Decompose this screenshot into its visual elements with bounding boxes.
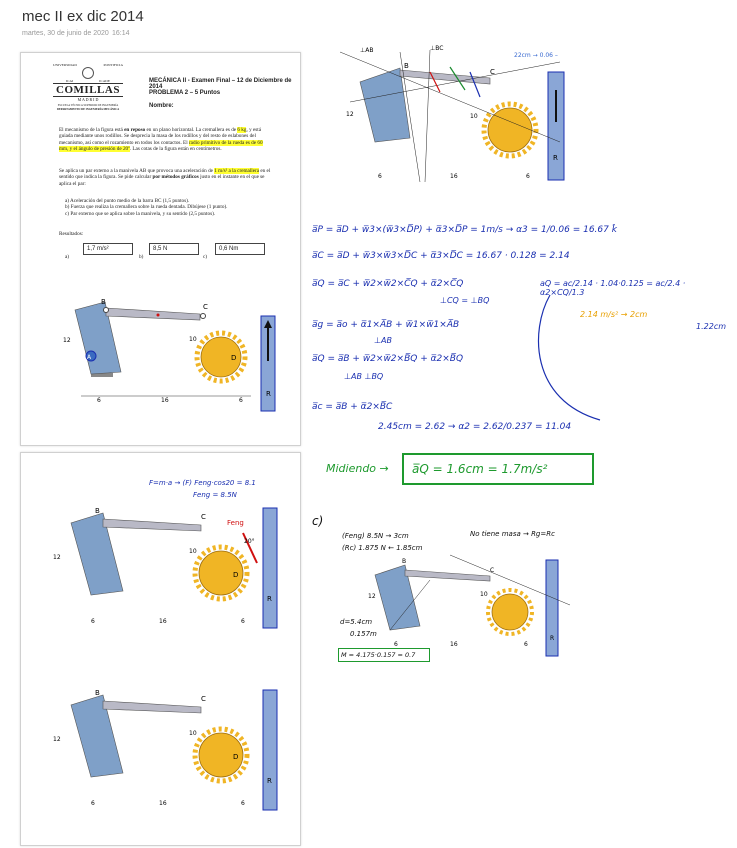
- seal-icon: [82, 67, 94, 79]
- torque-result-box: [338, 648, 430, 662]
- label-r: R: [550, 635, 555, 642]
- note-title: mec II ex dic 2014: [22, 8, 144, 25]
- lever-distance-m: 0.157m: [350, 630, 377, 638]
- arc-arrow: [530, 290, 610, 430]
- result-a-value: 1,7 m/s²: [87, 246, 109, 252]
- no-mass-note: No tiene masa → Rg=Rc: [470, 530, 555, 538]
- bar-bc: [106, 308, 200, 320]
- mechanism-figure-force: [51, 503, 281, 633]
- dim-10: 10: [470, 113, 478, 120]
- statement-paragraph-2: [59, 168, 271, 187]
- equation-alpha2: 2.45cm = 2.62 → α2 = 2.62/0.237 = 11.04: [378, 422, 572, 432]
- para1-highlight-radius: radio primitivo de la rueda es de 60 mm, y el ángulo de presión de 20º: [59, 139, 263, 153]
- dim-16: 16: [450, 173, 458, 180]
- equation-ac: a̅C = a̅D + w̅3×w̅3×D̅C + α̅3×D̅C = 16.67 · 0.128 = 2.14: [312, 251, 570, 261]
- label-c: C: [490, 68, 495, 76]
- dim-12: 12: [63, 337, 71, 344]
- crank-ab: [360, 68, 410, 142]
- equation-ag: a̅g = a̅o + α̅1×A̅B + w̅1×w̅1×A̅B: [312, 320, 460, 330]
- dim-6b: 6: [524, 641, 528, 648]
- para1-text-e: , y está guiada mediante unos rodillos. Se desprecia la masa de los rodillos y del resto de eslabones del mecanismo, así como el rozamiento en todos los contactos. El: [59, 127, 262, 146]
- answer-box: [402, 453, 594, 485]
- label-c: C: [201, 695, 206, 703]
- rack: [548, 72, 564, 180]
- equation-aq-perp: ⊥CQ = ⊥BQ: [440, 296, 490, 305]
- university-logo: [53, 63, 123, 111]
- para1-text-a: El mecanismo de la figura está: [59, 127, 125, 133]
- logo-name: COMILLAS: [53, 83, 123, 97]
- gear-wheel: [492, 594, 528, 630]
- dim-6b: 6: [241, 618, 245, 625]
- para2-text-d: por métodos gráficos: [152, 174, 199, 181]
- label-b: B: [95, 689, 100, 697]
- equation-scale: 2.14 m/s² → 2cm: [580, 310, 648, 319]
- logo-icai: ICAI: [66, 79, 74, 83]
- dim-10: 10: [480, 591, 488, 598]
- arc-path: [538, 295, 600, 420]
- question-item: a) Aceleración del punto medio de la barra BC (1,5 puntos).: [65, 198, 190, 204]
- question-list: [65, 198, 275, 217]
- para1-text-b: en reposo: [124, 127, 146, 133]
- equation-ac2: a̅c = a̅B + α̅2×B̅C: [312, 402, 393, 412]
- perp-bc-label: ⊥BC: [430, 45, 444, 52]
- dim-6a: 6: [91, 800, 95, 807]
- dim-6a: 6: [97, 397, 101, 404]
- label-r: R: [267, 595, 272, 603]
- feng-label: Feng: [227, 519, 244, 527]
- torque-result: M = 4.175·0.157 = 0.7: [341, 651, 416, 659]
- para2-text-e: justo en el instante en el que se aplica el par:: [59, 174, 265, 187]
- dim-12: 12: [346, 111, 354, 118]
- para2-highlight-accel: 1 m/s² a la cremallera: [214, 168, 260, 174]
- torque-diagram: [350, 550, 580, 660]
- result-letter-a: a): [65, 254, 70, 260]
- para2-text-c: en el sentido que indica la figura. Se pide calcular: [59, 168, 271, 181]
- dim-16: 16: [450, 641, 458, 648]
- equation-aq: a̅Q = a̅C + w̅2×w̅2×C̅Q + α̅2×C̅Q: [312, 279, 464, 289]
- result-a-box: [83, 243, 133, 255]
- gear-wheel: [488, 108, 532, 152]
- force-conversion-2: (Rc) 1.875 N ← 1.85cm: [342, 544, 423, 552]
- figures-page: [20, 452, 301, 846]
- logo-school: ESCUELA TÉCNICA SUPERIOR DE INGENIERÍA: [57, 104, 119, 107]
- dim-10: 10: [189, 548, 197, 555]
- label-d: D: [233, 753, 239, 761]
- label-c: C: [490, 567, 495, 574]
- result-b-box: [149, 243, 199, 255]
- accel-vector-blue: [470, 72, 480, 97]
- equation-aq2-perp: ⊥AB ⊥BQ: [344, 372, 384, 381]
- equation-ratio: aQ = ac/2.14 · 1.04·0.125 = ac/2.4 · α2×CQ/1.3: [540, 279, 686, 297]
- equation-ag-perp: ⊥AB: [374, 336, 392, 345]
- question-item: c) Par externo que se aplica sobre la manivela, y su sentido (2,5 puntos).: [65, 210, 216, 217]
- label-c: C: [203, 303, 208, 311]
- logo-top-left: UNIVERSIDAD: [53, 63, 77, 67]
- bar-bc: [405, 570, 490, 581]
- joint-c: [201, 314, 206, 319]
- lever-distance: d=5.4cm: [340, 618, 373, 626]
- label-d: D: [233, 571, 239, 579]
- name-label: Nombre:: [149, 103, 174, 109]
- equation-scale-b: 1.22cm: [696, 322, 727, 331]
- section-c-label: c): [312, 514, 324, 528]
- answer-value: a̅Q = 1.6cm = 1.7m/s²: [412, 462, 548, 476]
- scale-note: 22cm → 0.06 –: [514, 52, 558, 59]
- rack: [263, 508, 277, 628]
- label-b: B: [402, 558, 407, 565]
- dim-6a: 6: [378, 173, 382, 180]
- result-b-value: 8,5 N: [153, 246, 168, 252]
- midiendo-label: Midiendo →: [326, 462, 389, 475]
- dim-10: 10: [189, 730, 197, 737]
- para1-text-g: . Las cotas de la figura están en centímetros.: [129, 146, 222, 153]
- feng-value: Feng = 8.5N: [193, 491, 237, 499]
- dim-6a: 6: [91, 618, 95, 625]
- label-r: R: [553, 154, 558, 162]
- result-letter-b: b): [139, 254, 144, 260]
- mechanism-figure-blank: [51, 685, 281, 815]
- equation-ap: a̅P = a̅D + w̅3×(w̅3×D̅P) + α̅3×D̅P = 1m/s → α3 = 1/0.06 = 16.67 k̂: [312, 225, 617, 235]
- label-a: A: [87, 354, 92, 361]
- midpoint-q: [157, 314, 160, 317]
- result-c-box: [215, 243, 265, 255]
- para2-text-a: Se aplica un par externo a la manivela AB que provoca una aceleración de: [59, 168, 215, 174]
- dim-6a: 6: [394, 641, 398, 648]
- logo-icade: ICADE: [99, 79, 110, 83]
- joint-b: [104, 308, 109, 313]
- dim-12: 12: [53, 554, 61, 561]
- rack: [263, 690, 277, 810]
- para1-highlight-mass: 6 kg: [237, 127, 247, 133]
- label-r: R: [266, 390, 271, 398]
- construction-line: [425, 50, 430, 182]
- problem-title: PROBLEMA 2 – 5 Puntos: [149, 90, 221, 96]
- label-r: R: [267, 777, 272, 785]
- question-item: b) Fuerza que realiza la cremallera sobre la rueda dentada. Dibújese (1 punto).: [65, 204, 228, 211]
- dim-6b: 6: [526, 173, 530, 180]
- mechanism-figure: [61, 296, 281, 416]
- label-b: B: [101, 298, 106, 306]
- bar-bc: [103, 701, 201, 713]
- perp-ab-label: ⊥AB: [360, 47, 374, 54]
- dim-12: 12: [368, 593, 376, 600]
- velocity-diagram: [330, 42, 570, 182]
- force-eq: F=m·a → (F) Feng·cos20 = 8.1: [149, 479, 256, 487]
- dim-16: 16: [159, 618, 167, 625]
- dim-16: 16: [161, 397, 169, 404]
- logo-top-right: PONTIFICIA: [103, 63, 123, 67]
- dim-12: 12: [53, 736, 61, 743]
- note-time: 16:14: [112, 30, 130, 37]
- results-label: Resultados:: [59, 231, 84, 237]
- note-date: martes, 30 de junio de 2020: [22, 30, 109, 37]
- dim-10: 10: [189, 336, 197, 343]
- force-conversion-1: (Feng) 8.5N → 3cm: [342, 532, 409, 540]
- label-b: B: [95, 507, 100, 515]
- result-letter-c: c): [203, 254, 208, 260]
- dim-6b: 6: [239, 397, 243, 404]
- exam-header: MECÁNICA II - Examen Final – 12 de Diciembre de 2014: [149, 78, 292, 90]
- label-c: C: [201, 513, 206, 521]
- statement-paragraph-1: [59, 127, 271, 153]
- para1-text-c: en un plano horizontal. La cremallera es de: [145, 127, 238, 133]
- exam-page: [20, 52, 301, 446]
- logo-city: M A D R I D: [77, 97, 99, 102]
- dim-16: 16: [159, 800, 167, 807]
- angle-label: 20°: [244, 538, 255, 545]
- logo-dept: DEPARTAMENTO DE INGENIERÍA MECÁNICA: [56, 108, 120, 111]
- equation-aq2: a̅Q = a̅B + w̅2×w̅2×B̅Q + α̅2×B̅Q: [312, 354, 464, 364]
- bar-bc: [103, 519, 201, 531]
- dim-6b: 6: [241, 800, 245, 807]
- label-b: B: [404, 62, 409, 70]
- result-c-value: 0,6 Nm: [219, 246, 239, 252]
- label-d: D: [231, 354, 237, 362]
